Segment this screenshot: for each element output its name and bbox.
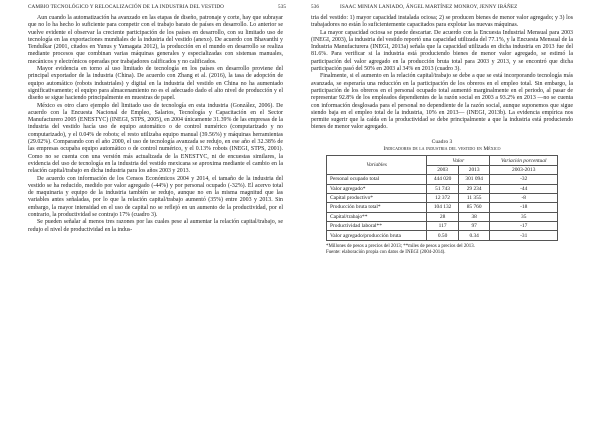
table-note: *Millones de pesos a precios del 2013; **miles de pesos a precios del 2013. — [326, 243, 475, 249]
header-year-range: 2003-2013 — [490, 165, 558, 174]
table-row — [327, 175, 558, 184]
cell-2013: 11 355 — [458, 193, 490, 202]
cell-2003: 0.50 — [427, 231, 459, 240]
table-caption: Cuadro 3 — [431, 138, 453, 145]
header-year-2003: 2003 — [427, 165, 459, 174]
cell-2003: 28 — [427, 212, 459, 221]
table-row — [327, 203, 558, 212]
cell-variation: -32 — [490, 175, 558, 184]
cell-2003: 51 743 — [427, 184, 459, 193]
body-text — [28, 15, 283, 234]
table-row — [327, 222, 558, 231]
row-label: Capital/trabajo** — [327, 212, 427, 221]
page-number: 535 — [278, 4, 287, 10]
cell-2013: 301 094 — [458, 175, 490, 184]
cell-2003: 117 — [427, 222, 459, 231]
table-notes — [326, 244, 558, 256]
cell-variation: -31 — [490, 231, 558, 240]
paragraph: México es otro claro ejemplo del limitado uso de tecnología en esta industria (González, 2006). De acuerdo con la Encuesta Nacional de Empleo, Salarios, Tecnología y Capacitación en el Sector Manufacturero 2005 (ENESTYC) (INEGI, STPS, 2005), en 2004 únicamente 31.39% de las empresas de la industria del vestido hacía uso de equipo automático o de control numérico (computarizado y no computarizado), y el 0.04% de robots; el resto utilizaba equipo manual (39.56%) y máquinas herramientas (29.02%). Comparando con el año 2000, el uso de tecnología avanzada se redujo, en ese año el 32.38% de las empresas ocupaba equipo automático o de control numérico, y el 0.13% robots (INEGI, STPS, 2001). Como no se cuenta con una versión más actualizada de la ENESTYC, ni de encuestas similares, la evidencia del uso de tecnología en la industria del vestido mexicana se aproxima mediante el cambio en la relación capital/trabajo en dicha industria para los años 2003 y 2013. — [28, 102, 283, 175]
paragraph: tria del vestido: 1) mayor capacidad instalada ociosa; 2) se producen bienes de menor valor agregado; y 3) los trabajadores no están lo suficientemente capacitados para explotar las nuevas máquinas. — [311, 15, 573, 29]
indicators-table — [326, 155, 558, 241]
table-row — [327, 193, 558, 202]
cell-2013: 29 234 — [458, 184, 490, 193]
cell-variation: 35 — [490, 212, 558, 221]
paragraph: Se pueden señalar al menos tres razones por las cuales pese al aumentar la relación capital/trabajo, se redujo el nivel de productividad en la indus- — [28, 219, 283, 233]
row-label: Producción bruta total* — [327, 203, 427, 212]
cell-variation: -8 — [490, 193, 558, 202]
paragraph: La mayor capacidad ociosa se puede descartar. De acuerdo con la Encuesta Industrial Mensual para 2003 (INEGI, 2003), la industria del vestido reportó una capacidad utilizada del 77.1%, y la Encuesta Mensual de la Industria Manufacturera (INEGI, 2013a) señala que la capacidad utilizada en dicha industria en 2013 fue del 81.6%. Para verificar si la industria está produciendo bienes de menor valor agregado, se estimó la participación del valor agregado en la producción bruta total para 2003 y 2013, y se encontró que dicha participación pasó del 50% en 2003 al 34% en 2013 (cuadro 3). — [311, 29, 573, 73]
cell-variation: -18 — [490, 203, 558, 212]
table-title: Indicadores de la industria del vestido en México — [383, 145, 501, 152]
table-row — [327, 231, 558, 240]
row-label: Valor agregado* — [327, 184, 427, 193]
cell-2013: 97 — [458, 222, 490, 231]
header-year-2013: 2013 — [458, 165, 490, 174]
cell-2013: 85 760 — [458, 203, 490, 212]
page-number: 536 — [311, 4, 320, 10]
header-variables: Variables — [327, 156, 427, 175]
cell-2013: 0.34 — [458, 231, 490, 240]
paragraph: Aun cuando la automatización ha avanzado en las etapas de diseño, patronaje y corte, hay que subrayar que no lo ha hecho lo suficiente para competir con el trabajo barato de países en desarrollo. Lo anterior se vuelve evidente el observar la creciente participación de los países en desarrollo, con su limitado uso de tecnología en las exportaciones mundiales de la industria del vestido (anexo). De acuerdo con Bhavanthi y Tendulkar (2001, citados en Yunus y Yamagata 2012), la producción en el mundo en desarrollo se realiza mediante procesos que combinan varias máquinas generales y especializadas con sistemas manuales, mecánicos y electrónicos operadas por trabajadores calificados y no calificados. — [28, 15, 283, 65]
table-row — [327, 184, 558, 193]
paragraph: Mayor evidencia en torno al uso limitado de tecnología en los países en desarrollo proviene del principal exportador de la industria (China). De acuerdo con Zhang et al. (2016), la tasa de adopción de equipo automático (robots industriales) y digital en la industria del vestido en China no ha aumentado significativamente; el equipo para almacenamiento no es el adecuado dado el alto nivel de producción y el diseño se sigue haciendo principalmente en muestras de papel. — [28, 66, 283, 102]
row-label: Personal ocupado total — [327, 175, 427, 184]
header-variacion: Variación porcentual — [490, 156, 558, 165]
paragraph: De acuerdo con información de los Censos Económicos 2004 y 2014, el tamaño de la industria del vestido se ha reducido, medido por valor agregado (-44%) y por personal ocupado (-32%). El acervo total de maquinaria y equipo de la industria también se redujo, aunque no en la misma magnitud que las variables antes señaladas, por lo que la relación capital/trabajo aumentó (35%) entre 2003 y 2013. Sin embargo, la mayor intensidad en el uso de capital no se reflejó en un aumento de la productividad, por el contrario, la productividad se contrajo 17% (cuadro 3). — [28, 175, 283, 219]
row-label: Capital productivo* — [327, 193, 427, 202]
running-head: CAMBIO TECNOLÓGICO Y RELOCALIZACIÓN DE LA INDUSTRIA DEL VESTIDO — [28, 4, 225, 10]
cell-variation: -44 — [490, 184, 558, 193]
cell-2013: 38 — [458, 212, 490, 221]
table-row — [327, 212, 558, 221]
body-text — [311, 15, 573, 256]
header-valor: Valor — [427, 156, 490, 165]
cell-2003: 444 020 — [427, 175, 459, 184]
right-page — [300, 0, 600, 431]
paragraph: Finalmente, si el aumento en la relación capital/trabajo se debe a que se está incorporando tecnología más avanzada, se esperaría una reducción en la participación de los obreros en el empleo total. Sin embargo, la participación de los obreros en el personal ocupado total aumentó marginalmente en el periodo, al pasar de representar 92.8% de los empleados dependientes de la razón social en 2003 a 93.2% en 2013 —no se cuenta con información desglosada para el personal no dependiente de la razón social, aunque suponemos que sigue siendo baja en el empleo total de la industria, 10% en 2013— (INEGI, 2013b). La evidencia empírica nos permite sugerir que la caída en la productividad se debe principalmente a que la industria está produciendo bienes de menor valor agregado. — [311, 73, 573, 131]
row-label: Valor agregado/producción bruta — [327, 231, 427, 240]
running-head: ISAAC MINIAN LANIADO, ÁNGEL MARTÍNEZ MONROY, JENNY IBÁÑEZ — [340, 4, 518, 10]
cell-variation: -17 — [490, 222, 558, 231]
row-label: Productividad laboral** — [327, 222, 427, 231]
cell-2003: 12 372 — [427, 193, 459, 202]
cell-2003: 104 132 — [427, 203, 459, 212]
table-source: Fuente: elaboración propia con datos de INEGI (2004-2014). — [326, 250, 446, 256]
